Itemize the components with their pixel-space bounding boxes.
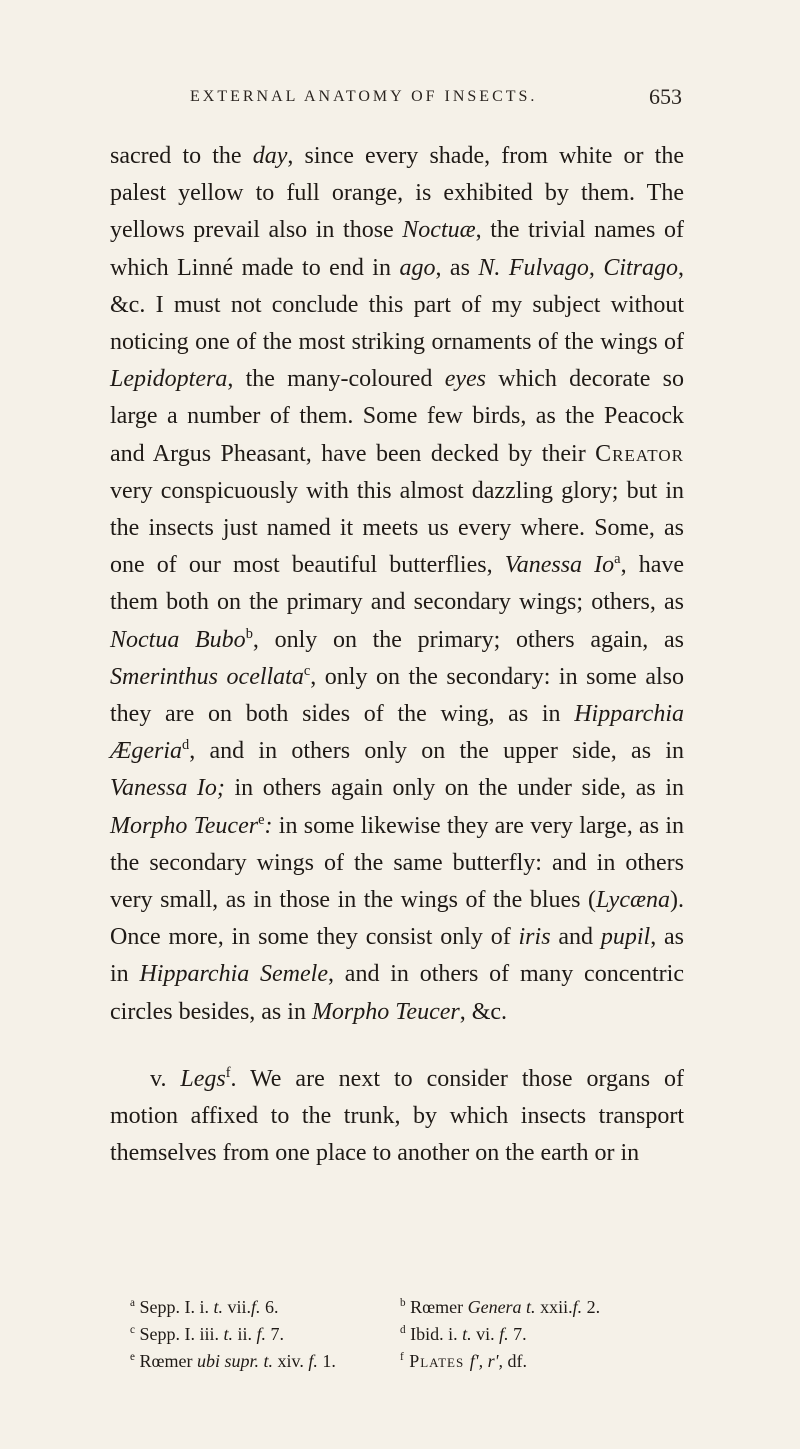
footnote-ref-e[interactable]: e <box>258 811 265 828</box>
footnote-c: $^c$ Sepp. I. iii. t. ii. f. 7. <box>130 1324 284 1344</box>
footnote-e: $^e$ Rœmer ubi supr. t. xiv. f. 1. <box>130 1351 336 1371</box>
paragraph-eyes: sacred to the day, since every shade, from white or the palest yellow to full orange, is exhibited by them. The yellows prevail also in those Noctuæ, the trivial names of which Linné made to end in ago, as N. Fulvago, Citrago, &c. I must not conclude this part of my subject without noticing one of the most striking ornaments of the wings of Lepidoptera, the many-coloured eyes which decorate so large a number of them. Some few birds, as the Peacock and Argus Pheasant, have been decked by their Creator very conspicuously with this almost dazzling glory; but in the insects just named it meets us every where. Some, as one of our most beautiful butterflies, Vanessa Io$^a$, have them both on the primary and secondary wings; others, as Noctua Bubo$^b$, only on the primary; others again, as Smerinthus ocellata$^c$, only on the secondary: in some also they are on both sides of the wing, as in Hipparchia Ægeria$^d$, and in others only on the upper side, as in Vanessa Io; in others again only on the under side, as in Morpho Teucer$^e$: in some likewise they are very large, as in the secondary wings of the same butterfly: and in others very small, as in those in the wings of the blues (Lycæna). Once more, in some they consist only of iris and pupil, as in Hipparchia Semele, and in others of many concentric circles besides, as in Morpho Teucer, &c. <box>110 143 685 1025</box>
footnotes <box>130 1294 690 1375</box>
footnote-ref-f[interactable]: f <box>225 1064 231 1081</box>
footnote-a: $^a$ Sepp. I. i. t. vii.f. 6. <box>130 1297 279 1317</box>
footnote-d: $^d$ Ibid. i. t. vi. f. 7. <box>400 1324 527 1344</box>
footnote-b: $^b$ Rœmer Genera t. xxii.f. 2. <box>400 1297 601 1317</box>
running-head: EXTERNAL ANATOMY OF INSECTS. <box>190 88 538 105</box>
body-text <box>110 138 684 1172</box>
footnote-ref-b[interactable]: b <box>245 625 253 642</box>
page-number: 653 <box>649 84 682 109</box>
paragraph-legs: v. Legs$^f$. We are next to consider those organs of motion affixed to the trunk, by which insects transport themselves from one place to another on the earth or in <box>110 1064 684 1167</box>
footnote-ref-c[interactable]: c <box>303 662 311 679</box>
footnote-ref-d[interactable]: d <box>182 737 190 754</box>
footnote-ref-a[interactable]: a <box>614 551 621 568</box>
footnote-f: $^f$ Plates f', r', df. <box>400 1351 527 1371</box>
